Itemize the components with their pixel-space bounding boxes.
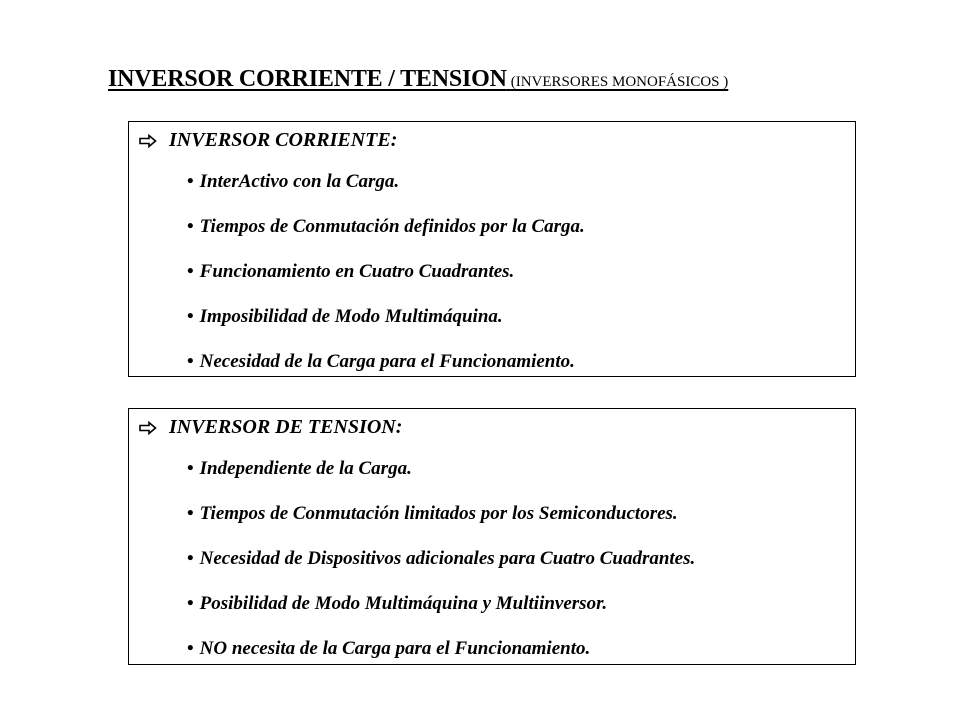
list-item: • InterActivo con la Carga. (187, 171, 400, 192)
arrow-right-icon (139, 134, 157, 148)
list-item: • Tiempos de Conmutación limitados por los Semiconductores. (187, 503, 678, 524)
list-item: • Necesidad de Dispositivos adicionales para Cuatro Cuadrantes. (187, 548, 696, 569)
list-item-text: Posibilidad de Modo Multimáquina y Multiinversor. (199, 593, 608, 614)
list-item-text: Tiempos de Conmutación definidos por la Carga. (199, 216, 585, 237)
list-item-text: InterActivo con la Carga. (199, 171, 400, 192)
list-item: • NO necesita de la Carga para el Funcionamiento. (187, 638, 591, 659)
list-item-text: NO necesita de la Carga para el Funcionamiento. (199, 638, 591, 659)
section-heading-label: INVERSOR CORRIENTE: (169, 129, 398, 151)
list-item: • Tiempos de Conmutación definidos por la Carga. (187, 216, 585, 237)
section-heading-label: INVERSOR DE TENSION: (169, 416, 403, 438)
section-heading (139, 129, 397, 152)
list-item-text: Necesidad de Dispositivos adicionales para Cuatro Cuadrantes. (199, 548, 696, 569)
arrow-right-icon (139, 421, 157, 435)
section-inversor-tension (128, 408, 856, 665)
list-item-text: Independiente de la Carga. (199, 458, 412, 479)
list-item: • Independiente de la Carga. (187, 458, 412, 479)
list-item: • Funcionamiento en Cuatro Cuadrantes. (187, 261, 515, 282)
list-item-text: Tiempos de Conmutación limitados por los Semiconductores. (199, 503, 678, 524)
list-item: • Necesidad de la Carga para el Funcionamiento. (187, 351, 575, 372)
page-title (108, 66, 728, 93)
page-title-main: INVERSOR CORRIENTE / TENSION (108, 66, 507, 92)
page-title-subtitle: (INVERSORES MONOFÁSICOS ) (510, 74, 729, 90)
list-item-text: Imposibilidad de Modo Multimáquina. (199, 306, 503, 327)
list-item-text: Necesidad de la Carga para el Funcionamiento. (199, 351, 575, 372)
feature-list (187, 170, 585, 395)
feature-list (187, 457, 695, 682)
section-inversor-corriente (128, 121, 856, 377)
section-heading (139, 416, 402, 439)
list-item-text: Funcionamiento en Cuatro Cuadrantes. (199, 261, 515, 282)
list-item: • Imposibilidad de Modo Multimáquina. (187, 306, 503, 327)
list-item: • Posibilidad de Modo Multimáquina y Multiinversor. (187, 593, 608, 614)
